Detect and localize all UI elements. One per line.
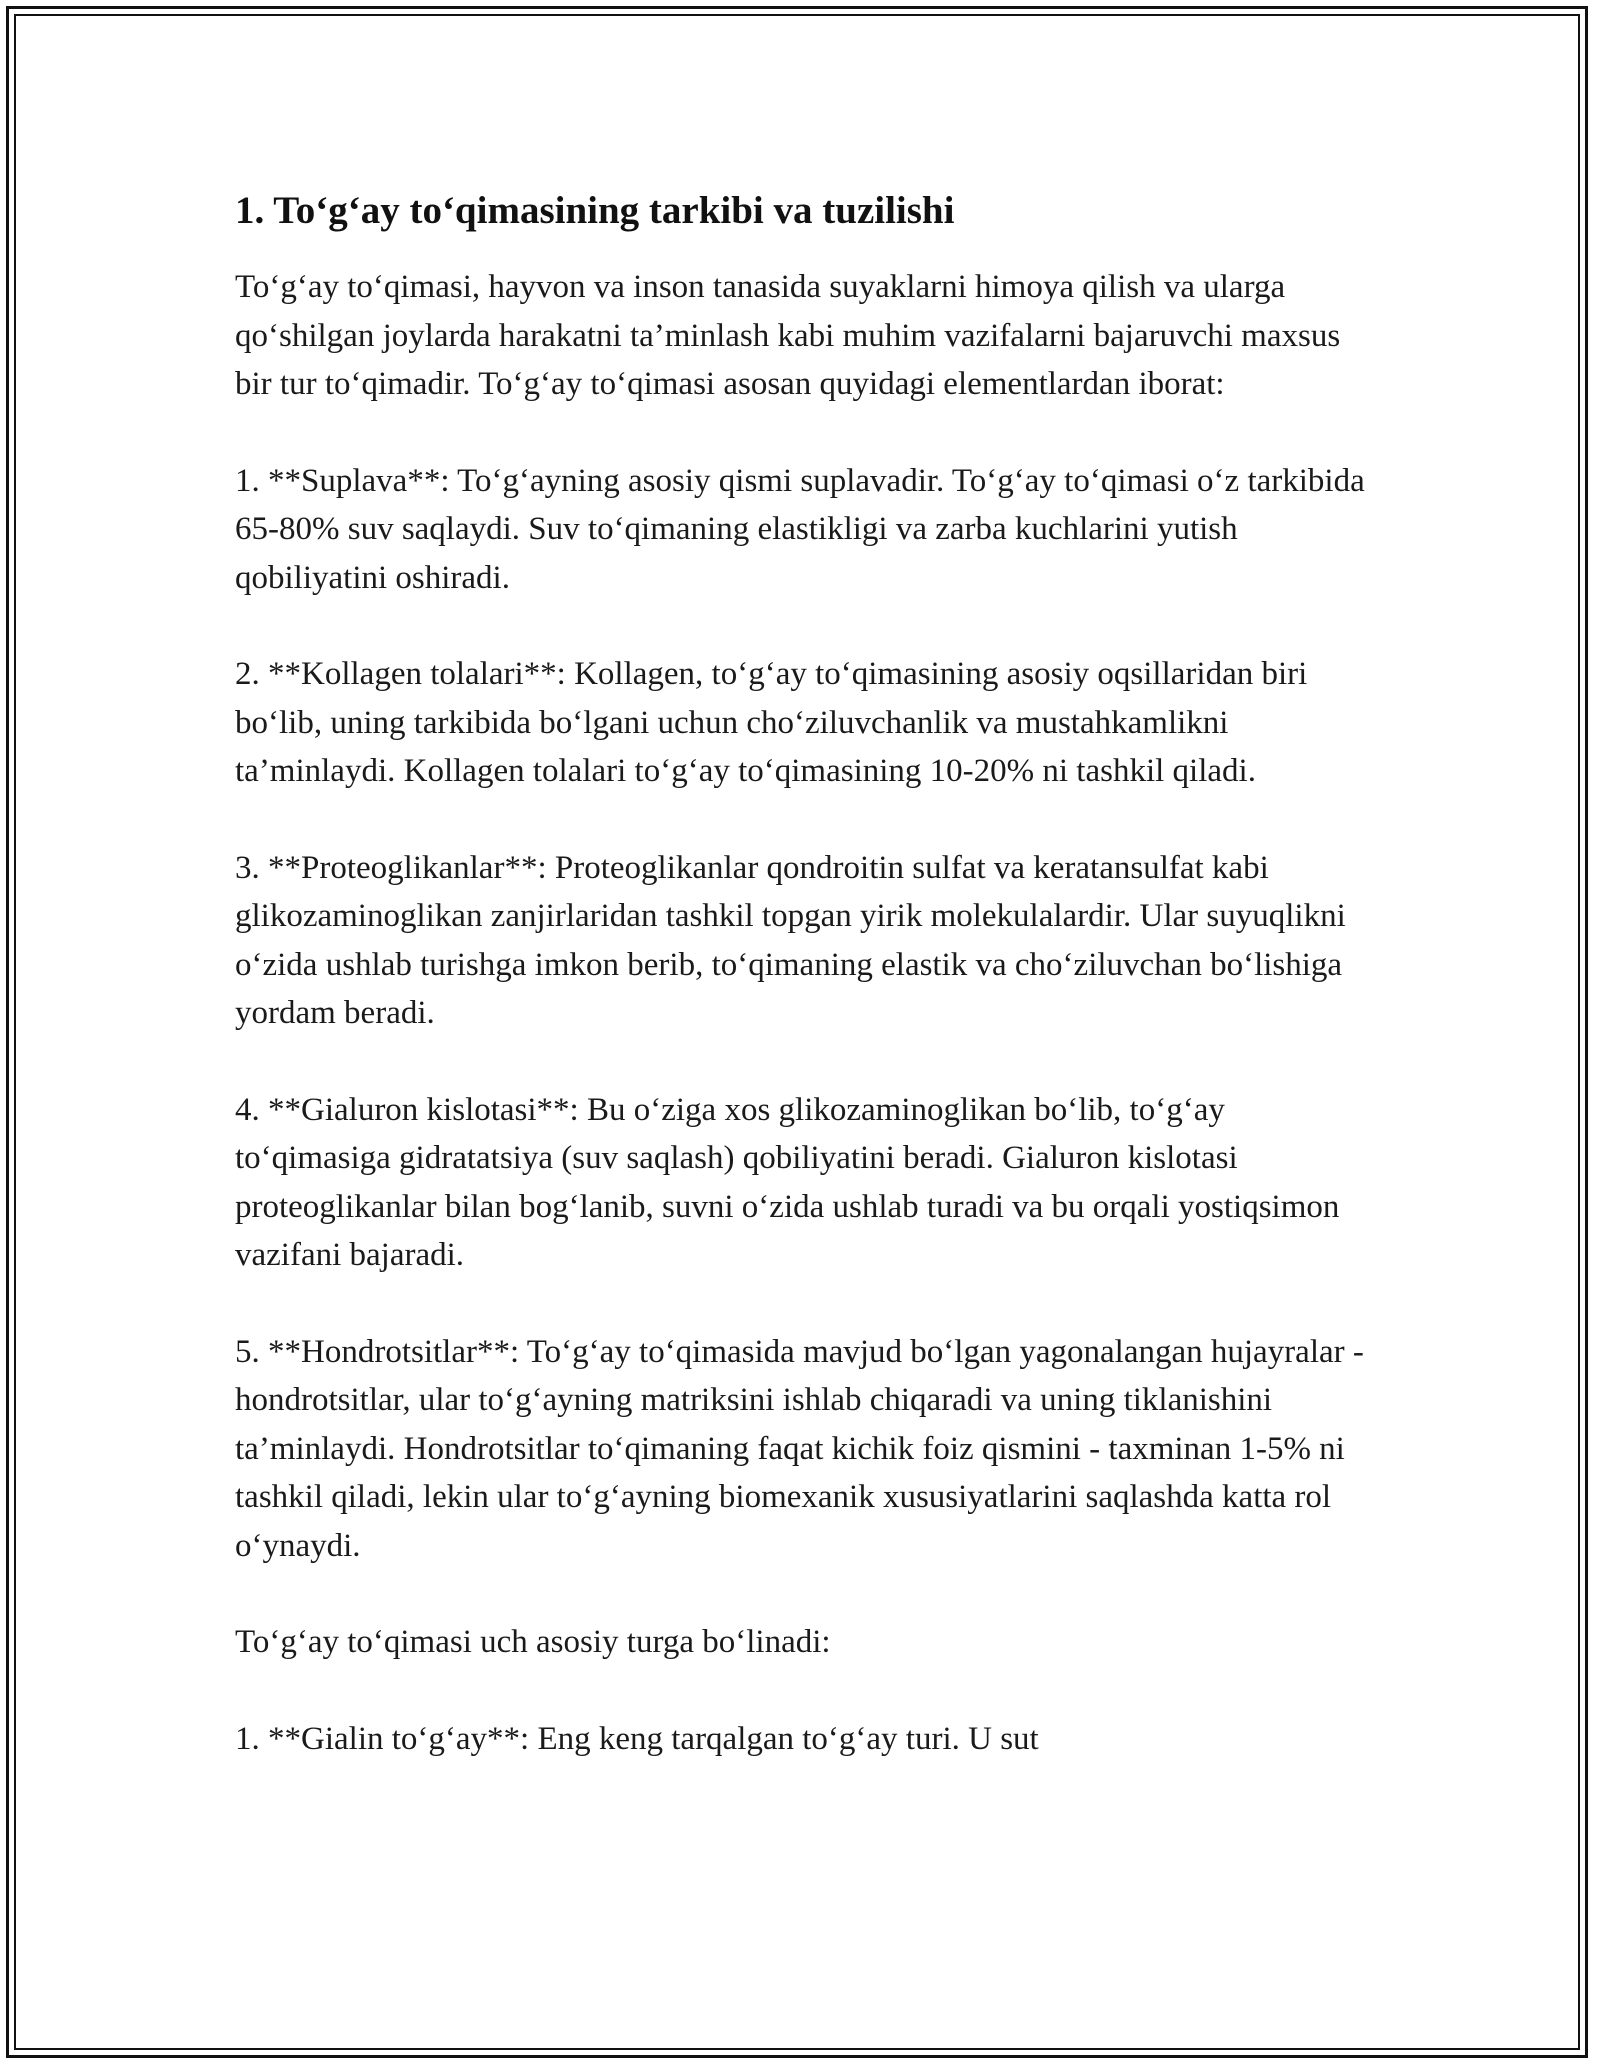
list-item-gialin: 1. **Gialin to‘g‘ay**: Eng keng tarqalgan to‘g‘ay turi. U sut xyxy=(235,1720,1039,1757)
list-item-gialuron: 4. **Gialuron kislotasi**: Bu o‘ziga xos glikozaminoglikan bo‘lib, to‘g‘ay to‘qimasiga gidratatsiya (suv saqlash) qobiliyatini beradi. Gialuron kislotasi proteoglikanlar bilan bog‘lanib, suvni o‘zida ushlab turadi va bu orqali yostiqsimon vazifani bajaradi. xyxy=(235,1091,1340,1273)
section-heading: 1. To‘g‘ay to‘qimasining tarkibi va tuzilishi xyxy=(235,189,955,232)
types-intro-paragraph: To‘g‘ay to‘qimasi uch asosiy turga bo‘linadi: xyxy=(235,1624,831,1660)
list-item-kollagen: 2. **Kollagen tolalari**: Kollagen, to‘g‘ay to‘qimasining asosiy oqsillaridan biri bo‘lib, uning tarkibida bo‘lgani uchun cho‘ziluvchanlik va mustahkamlikni ta’minlaydi. Kollagen tolalari to‘g‘ay to‘qimasining 10-20% ni tashkil qiladi. xyxy=(235,656,1308,789)
intro-paragraph: To‘g‘ay to‘qimasi, hayvon va inson tanasida suyaklarni himoya qilish va ularga qo‘shilgan joylarda harakatni ta’minlash kabi muhim vazifalarni bajaruvchi maxsus bir tur to‘qimadir. To‘g‘ay to‘qimasi asosan quyidagi elementlardan iborat: xyxy=(235,269,1341,402)
document-body xyxy=(235,185,1385,1811)
list-item-suplava: 1. **Suplava**: To‘g‘ayning asosiy qismi suplavadir. To‘g‘ay to‘qimasi o‘z tarkibida 65-80% suv saqlaydi. Suv to‘qimaning elastikligi va zarba kuchlarini yutish qobiliyatini oshiradi. xyxy=(235,462,1365,596)
list-item-proteoglikanlar: 3. **Proteoglikanlar**: Proteoglikanlar qondroitin sulfat va keratansulfat kabi glikozaminoglikan zanjirlaridan tashkil topgan yirik molekulalardir. Ular suyuqlikni o‘zida ushlab turishga imkon berib, to‘qimaning elastik va cho‘ziluvchan bo‘lishiga yordam beradi. xyxy=(235,849,1346,1031)
list-item-hondrotsitlar: 5. **Hondrotsitlar**: To‘g‘ay to‘qimasida mavjud bo‘lgan yagonalangan hujayralar - hondrotsitlar, ular to‘g‘ayning matriksini ishlab chiqaradi va uning tiklanishini ta’minlaydi. Hondrotsitlar to‘qimaning faqat kichik foiz qismini - taxminan 1-5% ni tashkil qiladi, lekin ular to‘g‘ayning biomexanik xususiyatlarini saqlashda katta rol o‘ynaydi. xyxy=(235,1333,1364,1564)
